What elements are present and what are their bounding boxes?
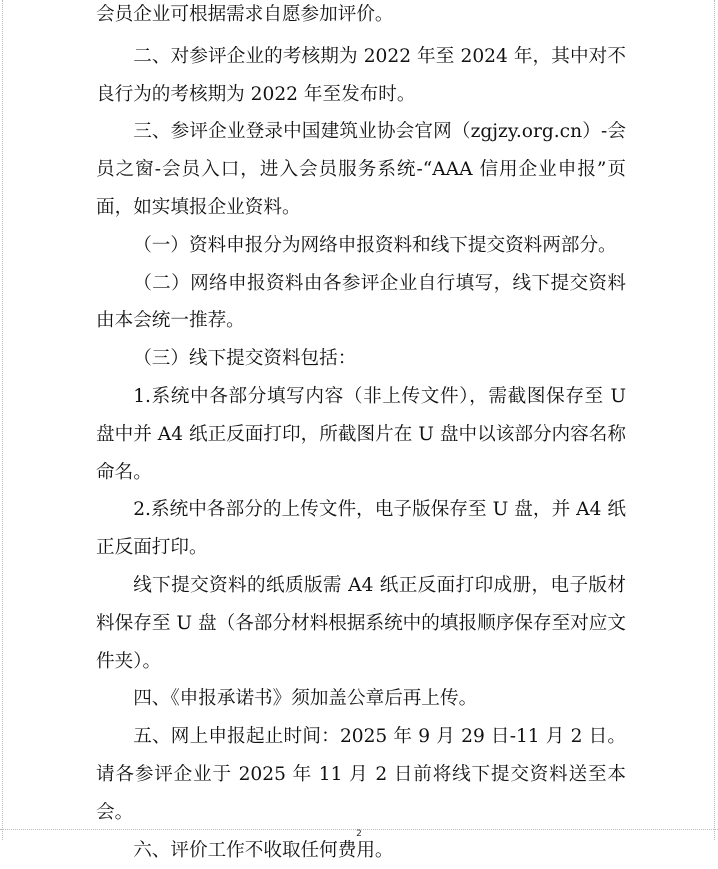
paragraph-materials-split: （一）资料申报分为网络申报资料和线下提交资料两部分。 (133, 234, 617, 256)
paragraph-item-screenshots: 1.系统中各部分填写内容（非上传文件），需截图保存至 U 盘中并 A4 纸正反面打印，所截图片在 U 盘中以该部分内容名称命名。 (96, 385, 626, 483)
page-number: 2 (356, 829, 362, 839)
paragraph-binding-instructions: 线下提交资料的纸质版需 A4 纸正反面打印成册，电子版材料保存至 U 盘（各部分材料根据系统中的填报顺序保存至对应文件夹）。 (96, 574, 626, 672)
paragraph-online-registration: 三、参评企业登录中国建筑业协会官网（zgjzy.org.cn）-会员之窗-会员入口，进入会员服务系统-“AAA 信用企业申报”页面，如实填报企业资料。 (96, 121, 626, 218)
document-body (96, 0, 626, 869)
paragraph-no-fees: 六、评价工作不收取任何费用。 (133, 839, 394, 861)
paragraph-commitment-letter: 四、《申报承诺书》须加盖公章后再上传。 (133, 688, 478, 710)
page-border-left (2, 0, 3, 840)
page-border-right (714, 0, 715, 840)
paragraph-item-uploads: 2.系统中各部分的上传文件，电子版保存至 U 盘，并 A4 纸正反面打印。 (96, 499, 626, 559)
paragraph-offline-materials-heading: （三）线下提交资料包括： (133, 348, 357, 370)
paragraph-application-dates: 五、网上申报起止时间：2025 年 9 月 29 日-11 月 2 日。请各参评企业于 2025 年 11 月 2 日前将线下提交资料送至本会。 (96, 726, 626, 823)
paragraph-online-materials: （二）网络申报资料由各参评企业自行填写，线下提交资料由本会统一推荐。 (96, 272, 626, 332)
paragraph-continuation: 会员企业可根据需求自愿参加评价。 (96, 4, 394, 25)
paragraph-assessment-period: 二、对参评企业的考核期为 2022 年至 2024 年，其中对不良行为的考核期为 2022 年至发布时。 (96, 45, 626, 105)
